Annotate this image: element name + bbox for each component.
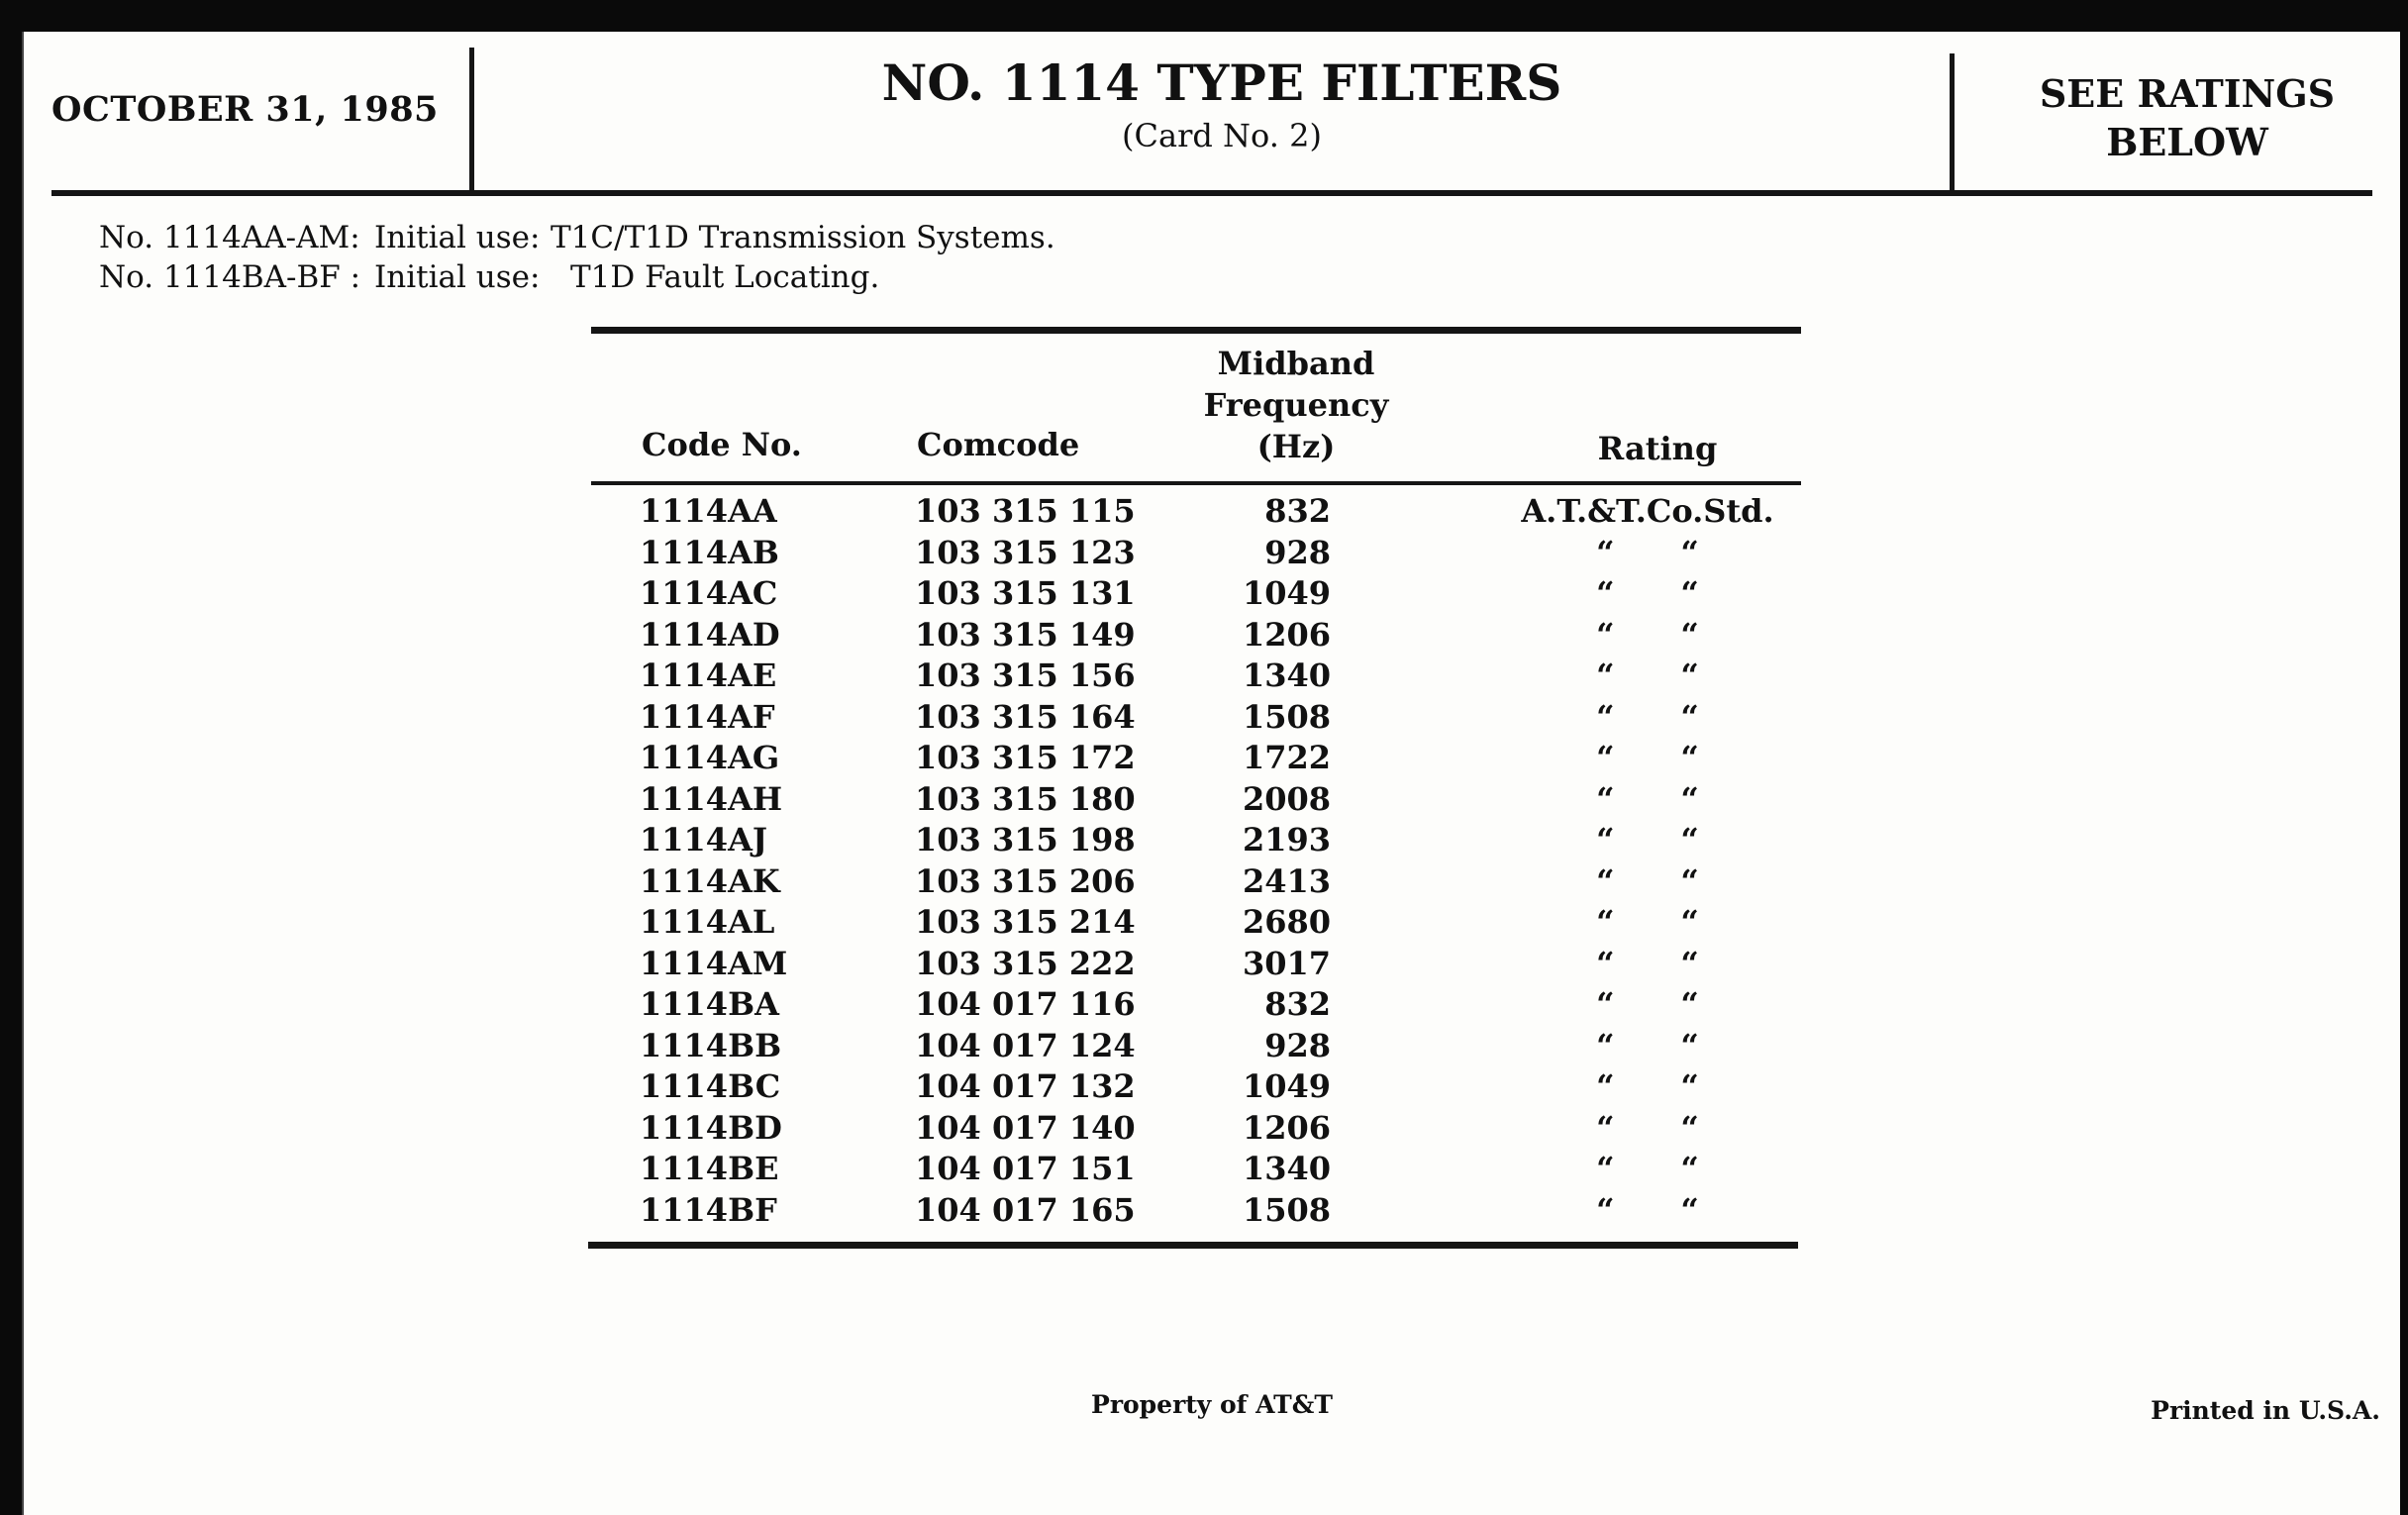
table-row <box>24 656 2400 698</box>
header-bottom-rule <box>51 190 2372 196</box>
frequency-header-line2: Frequency <box>1203 386 1389 424</box>
comcode-cell: 103 315 115 <box>915 492 1136 530</box>
comcode-cell: 103 315 172 <box>915 739 1136 776</box>
table-row <box>24 534 2400 575</box>
code-cell: 1114AC <box>640 574 778 612</box>
frequency-cell: 928 <box>1264 1026 1331 1064</box>
usage-code: No. 1114AA-AM: <box>99 220 360 255</box>
code-cell: 1114BF <box>640 1190 777 1229</box>
table-row <box>24 574 2400 616</box>
frequency-cell: 1206 <box>1242 615 1331 654</box>
column-header-frequency <box>1182 343 1410 467</box>
frequency-cell: 2193 <box>1242 821 1331 858</box>
frequency-cell: 1508 <box>1242 697 1331 736</box>
table-row <box>24 1191 2400 1233</box>
rating-cell: “ “ <box>1596 1150 1699 1187</box>
comcode-cell: 103 315 131 <box>915 574 1136 612</box>
comcode-cell: 104 017 124 <box>915 1026 1136 1064</box>
code-cell: 1114AD <box>640 615 780 654</box>
table-top-rule <box>591 327 1801 334</box>
comcode-cell: 103 315 156 <box>915 656 1136 694</box>
table-header-rule <box>591 481 1801 485</box>
code-cell: 1114AF <box>640 697 775 736</box>
ratings-note-line2: BELOW <box>2106 120 2268 164</box>
usage-line <box>99 259 879 295</box>
table-row <box>24 985 2400 1027</box>
column-header-comcode: Comcode <box>917 426 1080 463</box>
table-bottom-rule <box>588 1242 1798 1249</box>
rating-cell: “ “ <box>1596 533 1699 571</box>
table-row <box>24 1067 2400 1109</box>
frequency-cell: 3017 <box>1242 944 1331 982</box>
frequency-cell: 1340 <box>1242 1150 1331 1187</box>
code-cell: 1114BE <box>640 1150 779 1187</box>
comcode-cell: 103 315 222 <box>915 944 1136 982</box>
rating-cell: “ “ <box>1596 574 1699 612</box>
code-cell: 1114BC <box>640 1067 781 1105</box>
usage-label: Initial use: <box>374 259 541 295</box>
table-row <box>24 903 2400 945</box>
frequency-cell: 2413 <box>1242 861 1331 900</box>
comcode-cell: 104 017 132 <box>915 1067 1136 1105</box>
rating-cell: “ “ <box>1596 656 1699 694</box>
rating-cell: “ “ <box>1596 1108 1699 1147</box>
comcode-cell: 104 017 165 <box>915 1190 1136 1229</box>
frequency-cell: 1508 <box>1242 1190 1331 1229</box>
comcode-cell: 103 315 198 <box>915 821 1136 858</box>
ratings-note-line1: SEE RATINGS <box>2039 71 2336 116</box>
comcode-cell: 104 017 140 <box>915 1108 1136 1147</box>
frequency-cell: 1340 <box>1242 656 1331 694</box>
table-row <box>24 492 2400 534</box>
issue-date: OCTOBER 31, 1985 <box>51 89 439 130</box>
frequency-cell: 832 <box>1264 985 1331 1023</box>
column-header-code: Code No. <box>642 426 802 463</box>
comcode-cell: 103 315 149 <box>915 615 1136 654</box>
table-row <box>24 821 2400 862</box>
code-cell: 1114AH <box>640 779 783 818</box>
table-row <box>24 616 2400 657</box>
document-card <box>22 32 2400 1515</box>
code-cell: 1114AJ <box>640 821 768 858</box>
page-title: NO. 1114 TYPE FILTERS <box>881 53 1562 112</box>
rating-cell: “ “ <box>1596 1026 1699 1064</box>
usage-line <box>99 220 1055 255</box>
rating-cell: “ “ <box>1596 739 1699 776</box>
printed-notice: Printed in U.S.A. <box>2151 1396 2380 1425</box>
table-row <box>24 1150 2400 1191</box>
rating-cell: “ “ <box>1596 615 1699 654</box>
comcode-cell: 103 315 214 <box>915 903 1136 941</box>
frequency-cell: 1049 <box>1242 574 1331 612</box>
rating-cell: “ “ <box>1596 903 1699 941</box>
code-cell: 1114AB <box>640 533 779 571</box>
frequency-cell: 1722 <box>1242 739 1331 776</box>
frequency-cell: 928 <box>1264 533 1331 571</box>
code-cell: 1114AG <box>640 739 780 776</box>
comcode-cell: 103 315 123 <box>915 533 1136 571</box>
table-row <box>24 862 2400 904</box>
table-row <box>24 698 2400 740</box>
code-cell: 1114AE <box>640 656 777 694</box>
code-cell: 1114AM <box>640 944 788 982</box>
frequency-header-line3: (Hz) <box>1256 428 1336 465</box>
frequency-cell: 2008 <box>1242 779 1331 818</box>
usage-label: Initial use: <box>374 220 541 255</box>
comcode-cell: 103 315 206 <box>915 861 1136 900</box>
column-header-rating: Rating <box>1597 430 1718 467</box>
property-notice: Property of AT&T <box>1091 1390 1333 1419</box>
table-row <box>24 1027 2400 1068</box>
usage-code: No. 1114BA-BF : <box>99 259 361 295</box>
code-cell: 1114AL <box>640 903 775 941</box>
rating-cell: “ “ <box>1596 779 1699 818</box>
usage-text: T1C/T1D Transmission Systems. <box>551 220 1055 255</box>
rating-cell: A.T.&T.Co.Std. <box>1521 492 1774 530</box>
code-cell: 1114BB <box>640 1026 782 1064</box>
rating-cell: “ “ <box>1596 985 1699 1023</box>
comcode-cell: 104 017 116 <box>915 985 1136 1023</box>
ratings-note <box>1979 69 2395 166</box>
rating-cell: “ “ <box>1596 1067 1699 1105</box>
frequency-cell: 1206 <box>1242 1108 1331 1147</box>
filter-table-body <box>24 492 2400 1232</box>
card-number: (Card No. 2) <box>1122 117 1322 154</box>
frequency-cell: 832 <box>1264 492 1331 530</box>
comcode-cell: 103 315 164 <box>915 697 1136 736</box>
rating-cell: “ “ <box>1596 1190 1699 1229</box>
frequency-header-line1: Midband <box>1217 345 1375 382</box>
rating-cell: “ “ <box>1596 821 1699 858</box>
table-row <box>24 1109 2400 1151</box>
frequency-cell: 2680 <box>1242 903 1331 941</box>
code-cell: 1114AK <box>640 861 780 900</box>
rating-cell: “ “ <box>1596 944 1699 982</box>
code-cell: 1114BD <box>640 1108 782 1147</box>
table-row <box>24 945 2400 986</box>
usage-text: T1D Fault Locating. <box>570 259 880 295</box>
code-cell: 1114AA <box>640 492 777 530</box>
table-row <box>24 780 2400 822</box>
comcode-cell: 103 315 180 <box>915 779 1136 818</box>
frequency-cell: 1049 <box>1242 1067 1331 1105</box>
rating-cell: “ “ <box>1596 861 1699 900</box>
code-cell: 1114BA <box>640 985 779 1023</box>
table-row <box>24 739 2400 780</box>
rating-cell: “ “ <box>1596 697 1699 736</box>
comcode-cell: 104 017 151 <box>915 1150 1136 1187</box>
